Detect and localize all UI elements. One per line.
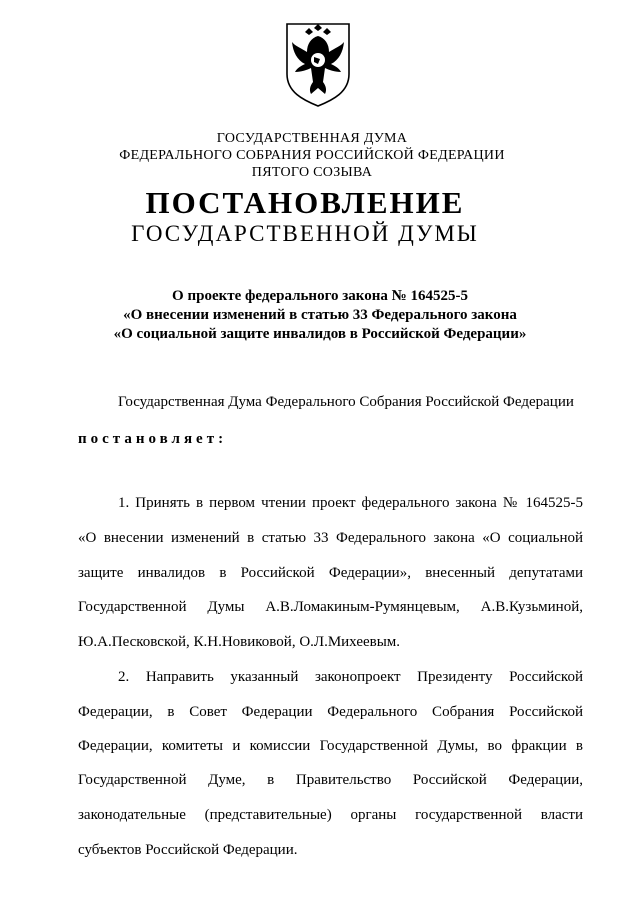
item2-line-5: законодательные (представительные) органы государственной власти <box>78 807 583 823</box>
item1-line-4: Государственной Думы А.В.Ломакиным-Румянцевым, А.В.Кузьминой, <box>78 599 583 615</box>
item2-line-1: 2. Направить указанный законопроект Президенту Российской <box>118 669 583 685</box>
coat-of-arms-emblem <box>283 22 353 108</box>
resolves-text: постановляет: <box>78 431 228 447</box>
header-line-assembly: ФЕДЕРАЛЬНОГО СОБРАНИЯ РОССИЙСКОЙ ФЕДЕРАЦИИ <box>119 148 505 163</box>
item1-line-5: Ю.А.Песковской, К.Н.Новиковой, О.Л.Михеевым. <box>78 634 401 650</box>
item2-line-6: субъектов Российской Федерации. <box>78 842 298 858</box>
header-line-convocation: ПЯТОГО СОЗЫВА <box>251 165 373 180</box>
item2-line-3: Федерации, комитеты и комиссии Государственной Думы, во фракции в <box>78 738 583 754</box>
item1-line-1: 1. Принять в первом чтении проект федерального закона № 164525-5 <box>118 495 583 511</box>
header-line-duma: ГОСУДАРСТВЕННАЯ ДУМА <box>216 131 408 146</box>
item1-line-3: защите инвалидов в Российской Федерации», внесенный депутатами <box>78 565 583 581</box>
subject-line-2: «О внесении изменений в статью 33 Федерального закона <box>123 307 517 323</box>
document-title: ПОСТАНОВЛЕНИЕ <box>145 185 465 220</box>
subject-line-3: «О социальной защите инвалидов в Российской Федерации» <box>113 326 527 342</box>
item1-line-2: «О внесении изменений в статью 33 Федерального закона «О социальной <box>78 530 583 546</box>
preamble-text: Государственная Дума Федерального Собрания Российской Федерации <box>118 394 574 410</box>
subject-line-1: О проекте федерального закона № 164525-5 <box>172 288 468 304</box>
item2-line-4: Государственной Думе, в Правительство Российской Федерации, <box>78 772 583 788</box>
item2-line-2: Федерации, в Совет Федерации Федерального Собрания Российской <box>78 704 583 720</box>
document-subtitle: ГОСУДАРСТВЕННОЙ ДУМЫ <box>131 221 479 246</box>
